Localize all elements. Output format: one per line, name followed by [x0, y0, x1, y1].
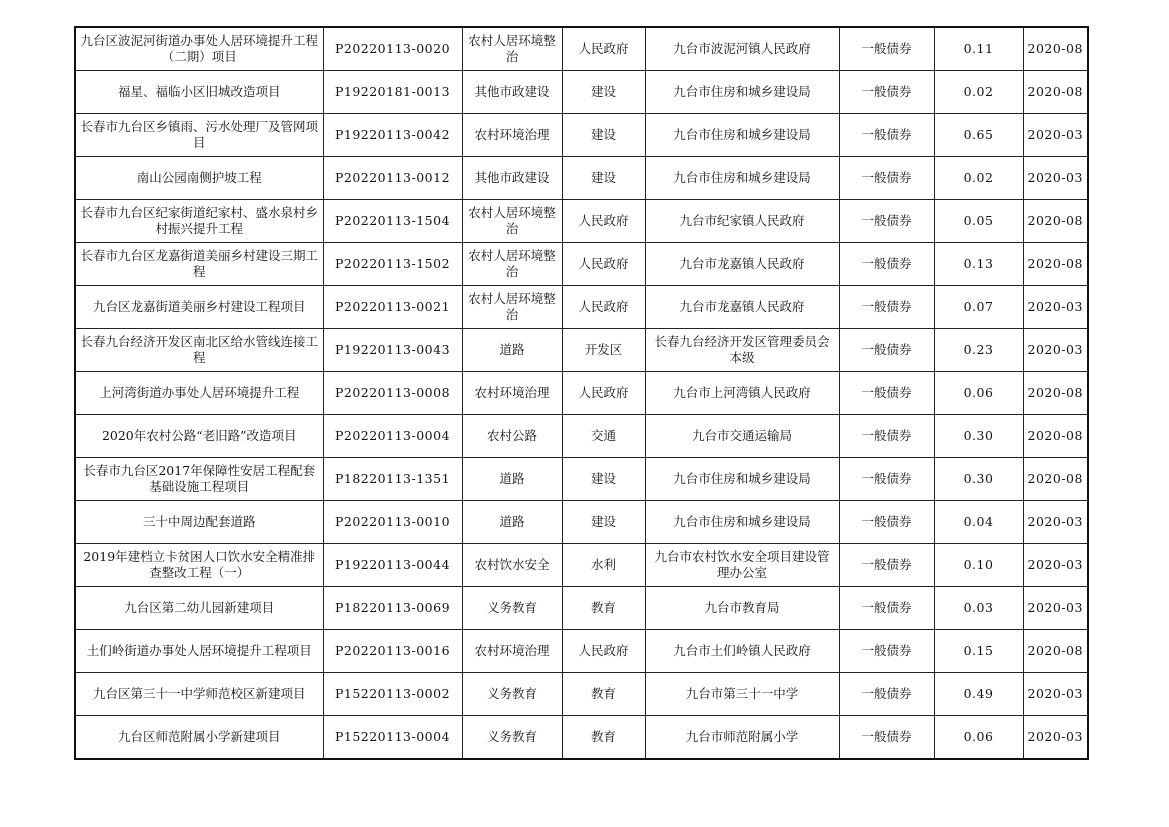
project-name-cell: 三十中周边配套道路 — [75, 501, 323, 544]
project-category-cell: 农村人居环境整治 — [462, 27, 562, 71]
table-row — [75, 200, 1088, 243]
table-row — [75, 587, 1088, 630]
bond-type-cell: 一般债券 — [839, 372, 934, 415]
implementing-unit-cell: 九台市住房和城乡建设局 — [645, 157, 839, 200]
implementing-unit-cell: 九台市纪家镇人民政府 — [645, 200, 839, 243]
project-category-cell: 农村饮水安全 — [462, 544, 562, 587]
amount-cell: 0.13 — [934, 243, 1023, 286]
department-type-cell: 交通 — [562, 415, 645, 458]
project-code-cell: P20220113-0016 — [323, 630, 462, 673]
amount-cell: 0.06 — [934, 716, 1023, 760]
project-name-cell: 土们岭街道办事处人居环境提升工程项目 — [75, 630, 323, 673]
project-name-cell: 九台区龙嘉街道美丽乡村建设工程项目 — [75, 286, 323, 329]
project-category-cell: 义务教育 — [462, 716, 562, 760]
department-type-cell: 教育 — [562, 716, 645, 760]
department-type-cell: 人民政府 — [562, 243, 645, 286]
project-code-cell: P20220113-1504 — [323, 200, 462, 243]
date-cell: 2020-03 — [1023, 587, 1088, 630]
table-row — [75, 71, 1088, 114]
project-category-cell: 道路 — [462, 329, 562, 372]
bond-type-cell: 一般债券 — [839, 157, 934, 200]
project-code-cell: P19220113-0042 — [323, 114, 462, 157]
project-name-cell: 九台区第三十一中学师范校区新建项目 — [75, 673, 323, 716]
implementing-unit-cell: 九台市住房和城乡建设局 — [645, 458, 839, 501]
project-name-cell: 长春市九台区乡镇雨、污水处理厂及管网项目 — [75, 114, 323, 157]
amount-cell: 0.15 — [934, 630, 1023, 673]
table-row — [75, 27, 1088, 71]
project-name-cell: 长春市九台区2017年保障性安居工程配套基础设施工程项目 — [75, 458, 323, 501]
project-category-cell: 农村公路 — [462, 415, 562, 458]
project-code-cell: P19220113-0044 — [323, 544, 462, 587]
date-cell: 2020-08 — [1023, 243, 1088, 286]
table-row — [75, 544, 1088, 587]
amount-cell: 0.02 — [934, 71, 1023, 114]
project-category-cell: 农村人居环境整治 — [462, 200, 562, 243]
implementing-unit-cell: 九台市波泥河镇人民政府 — [645, 27, 839, 71]
department-type-cell: 教育 — [562, 587, 645, 630]
bond-type-cell: 一般债券 — [839, 286, 934, 329]
department-type-cell: 人民政府 — [562, 286, 645, 329]
project-code-cell: P15220113-0002 — [323, 673, 462, 716]
department-type-cell: 人民政府 — [562, 27, 645, 71]
project-name-cell: 南山公园南侧护坡工程 — [75, 157, 323, 200]
project-code-cell: P18220113-1351 — [323, 458, 462, 501]
bond-type-cell: 一般债券 — [839, 415, 934, 458]
department-type-cell: 教育 — [562, 673, 645, 716]
department-type-cell: 开发区 — [562, 329, 645, 372]
bond-type-cell: 一般债券 — [839, 243, 934, 286]
amount-cell: 0.06 — [934, 372, 1023, 415]
project-category-cell: 农村环境治理 — [462, 372, 562, 415]
project-category-cell: 道路 — [462, 501, 562, 544]
amount-cell: 0.10 — [934, 544, 1023, 587]
project-code-cell: P20220113-0004 — [323, 415, 462, 458]
amount-cell: 0.30 — [934, 415, 1023, 458]
project-code-cell: P20220113-0020 — [323, 27, 462, 71]
department-type-cell: 人民政府 — [562, 200, 645, 243]
project-category-cell: 其他市政建设 — [462, 71, 562, 114]
department-type-cell: 水利 — [562, 544, 645, 587]
bond-projects-table — [74, 26, 1089, 760]
department-type-cell: 建设 — [562, 501, 645, 544]
implementing-unit-cell: 九台市农村饮水安全项目建设管理办公室 — [645, 544, 839, 587]
project-category-cell: 农村人居环境整治 — [462, 243, 562, 286]
date-cell: 2020-08 — [1023, 71, 1088, 114]
project-name-cell: 长春九台经济开发区南北区给水管线连接工程 — [75, 329, 323, 372]
department-type-cell: 人民政府 — [562, 630, 645, 673]
amount-cell: 0.02 — [934, 157, 1023, 200]
amount-cell: 0.05 — [934, 200, 1023, 243]
department-type-cell: 建设 — [562, 71, 645, 114]
project-name-cell: 福星、福临小区旧城改造项目 — [75, 71, 323, 114]
amount-cell: 0.11 — [934, 27, 1023, 71]
project-code-cell: P19220113-0043 — [323, 329, 462, 372]
implementing-unit-cell: 九台市交通运输局 — [645, 415, 839, 458]
table-row — [75, 673, 1088, 716]
implementing-unit-cell: 九台市师范附属小学 — [645, 716, 839, 760]
table-row — [75, 458, 1088, 501]
table-row — [75, 157, 1088, 200]
bond-type-cell: 一般债券 — [839, 501, 934, 544]
table-row — [75, 329, 1088, 372]
project-name-cell: 九台区第二幼儿园新建项目 — [75, 587, 323, 630]
project-name-cell: 上河湾街道办事处人居环境提升工程 — [75, 372, 323, 415]
project-name-cell: 长春市九台区龙嘉街道美丽乡村建设三期工程 — [75, 243, 323, 286]
date-cell: 2020-03 — [1023, 673, 1088, 716]
implementing-unit-cell: 九台市住房和城乡建设局 — [645, 114, 839, 157]
amount-cell: 0.07 — [934, 286, 1023, 329]
project-code-cell: P18220113-0069 — [323, 587, 462, 630]
amount-cell: 0.23 — [934, 329, 1023, 372]
department-type-cell: 人民政府 — [562, 372, 645, 415]
bond-type-cell: 一般债券 — [839, 673, 934, 716]
bond-type-cell: 一般债券 — [839, 716, 934, 760]
table-row — [75, 716, 1088, 760]
date-cell: 2020-08 — [1023, 372, 1088, 415]
date-cell: 2020-08 — [1023, 415, 1088, 458]
date-cell: 2020-08 — [1023, 27, 1088, 71]
project-code-cell: P19220181-0013 — [323, 71, 462, 114]
amount-cell: 0.04 — [934, 501, 1023, 544]
department-type-cell: 建设 — [562, 458, 645, 501]
project-name-cell: 九台区波泥河街道办事处人居环境提升工程（二期）项目 — [75, 27, 323, 71]
implementing-unit-cell: 长春九台经济开发区管理委员会本级 — [645, 329, 839, 372]
bond-type-cell: 一般债券 — [839, 200, 934, 243]
implementing-unit-cell: 九台市上河湾镇人民政府 — [645, 372, 839, 415]
project-category-cell: 农村人居环境整治 — [462, 286, 562, 329]
implementing-unit-cell: 九台市龙嘉镇人民政府 — [645, 286, 839, 329]
amount-cell: 0.03 — [934, 587, 1023, 630]
table-row — [75, 630, 1088, 673]
project-code-cell: P15220113-0004 — [323, 716, 462, 760]
amount-cell: 0.30 — [934, 458, 1023, 501]
project-name-cell: 长春市九台区纪家街道纪家村、盛水泉村乡村振兴提升工程 — [75, 200, 323, 243]
date-cell: 2020-03 — [1023, 544, 1088, 587]
table-row — [75, 501, 1088, 544]
implementing-unit-cell: 九台市龙嘉镇人民政府 — [645, 243, 839, 286]
project-code-cell: P20220113-0010 — [323, 501, 462, 544]
project-name-cell: 2019年建档立卡贫困人口饮水安全精准排查整改工程（一） — [75, 544, 323, 587]
date-cell: 2020-03 — [1023, 501, 1088, 544]
table-row — [75, 243, 1088, 286]
project-code-cell: P20220113-1502 — [323, 243, 462, 286]
project-category-cell: 农村环境治理 — [462, 630, 562, 673]
table-row — [75, 372, 1088, 415]
project-code-cell: P20220113-0008 — [323, 372, 462, 415]
project-code-cell: P20220113-0021 — [323, 286, 462, 329]
date-cell: 2020-08 — [1023, 630, 1088, 673]
date-cell: 2020-08 — [1023, 458, 1088, 501]
table-row — [75, 286, 1088, 329]
bond-type-cell: 一般债券 — [839, 71, 934, 114]
implementing-unit-cell: 九台市土们岭镇人民政府 — [645, 630, 839, 673]
date-cell: 2020-03 — [1023, 114, 1088, 157]
department-type-cell: 建设 — [562, 157, 645, 200]
bond-type-cell: 一般债券 — [839, 27, 934, 71]
project-category-cell: 道路 — [462, 458, 562, 501]
table-body — [75, 27, 1088, 759]
bond-type-cell: 一般债券 — [839, 329, 934, 372]
bond-type-cell: 一般债券 — [839, 587, 934, 630]
implementing-unit-cell: 九台市教育局 — [645, 587, 839, 630]
date-cell: 2020-03 — [1023, 157, 1088, 200]
bond-type-cell: 一般债券 — [839, 114, 934, 157]
implementing-unit-cell: 九台市第三十一中学 — [645, 673, 839, 716]
department-type-cell: 建设 — [562, 114, 645, 157]
date-cell: 2020-08 — [1023, 200, 1088, 243]
table-row — [75, 114, 1088, 157]
project-name-cell: 九台区师范附属小学新建项目 — [75, 716, 323, 760]
bond-type-cell: 一般债券 — [839, 458, 934, 501]
table-row — [75, 415, 1088, 458]
implementing-unit-cell: 九台市住房和城乡建设局 — [645, 501, 839, 544]
date-cell: 2020-03 — [1023, 286, 1088, 329]
date-cell: 2020-03 — [1023, 716, 1088, 760]
amount-cell: 0.65 — [934, 114, 1023, 157]
project-category-cell: 其他市政建设 — [462, 157, 562, 200]
bond-type-cell: 一般债券 — [839, 544, 934, 587]
project-category-cell: 义务教育 — [462, 587, 562, 630]
date-cell: 2020-03 — [1023, 329, 1088, 372]
project-name-cell: 2020年农村公路“老旧路”改造项目 — [75, 415, 323, 458]
implementing-unit-cell: 九台市住房和城乡建设局 — [645, 71, 839, 114]
project-category-cell: 义务教育 — [462, 673, 562, 716]
amount-cell: 0.49 — [934, 673, 1023, 716]
project-category-cell: 农村环境治理 — [462, 114, 562, 157]
bond-type-cell: 一般债券 — [839, 630, 934, 673]
project-code-cell: P20220113-0012 — [323, 157, 462, 200]
